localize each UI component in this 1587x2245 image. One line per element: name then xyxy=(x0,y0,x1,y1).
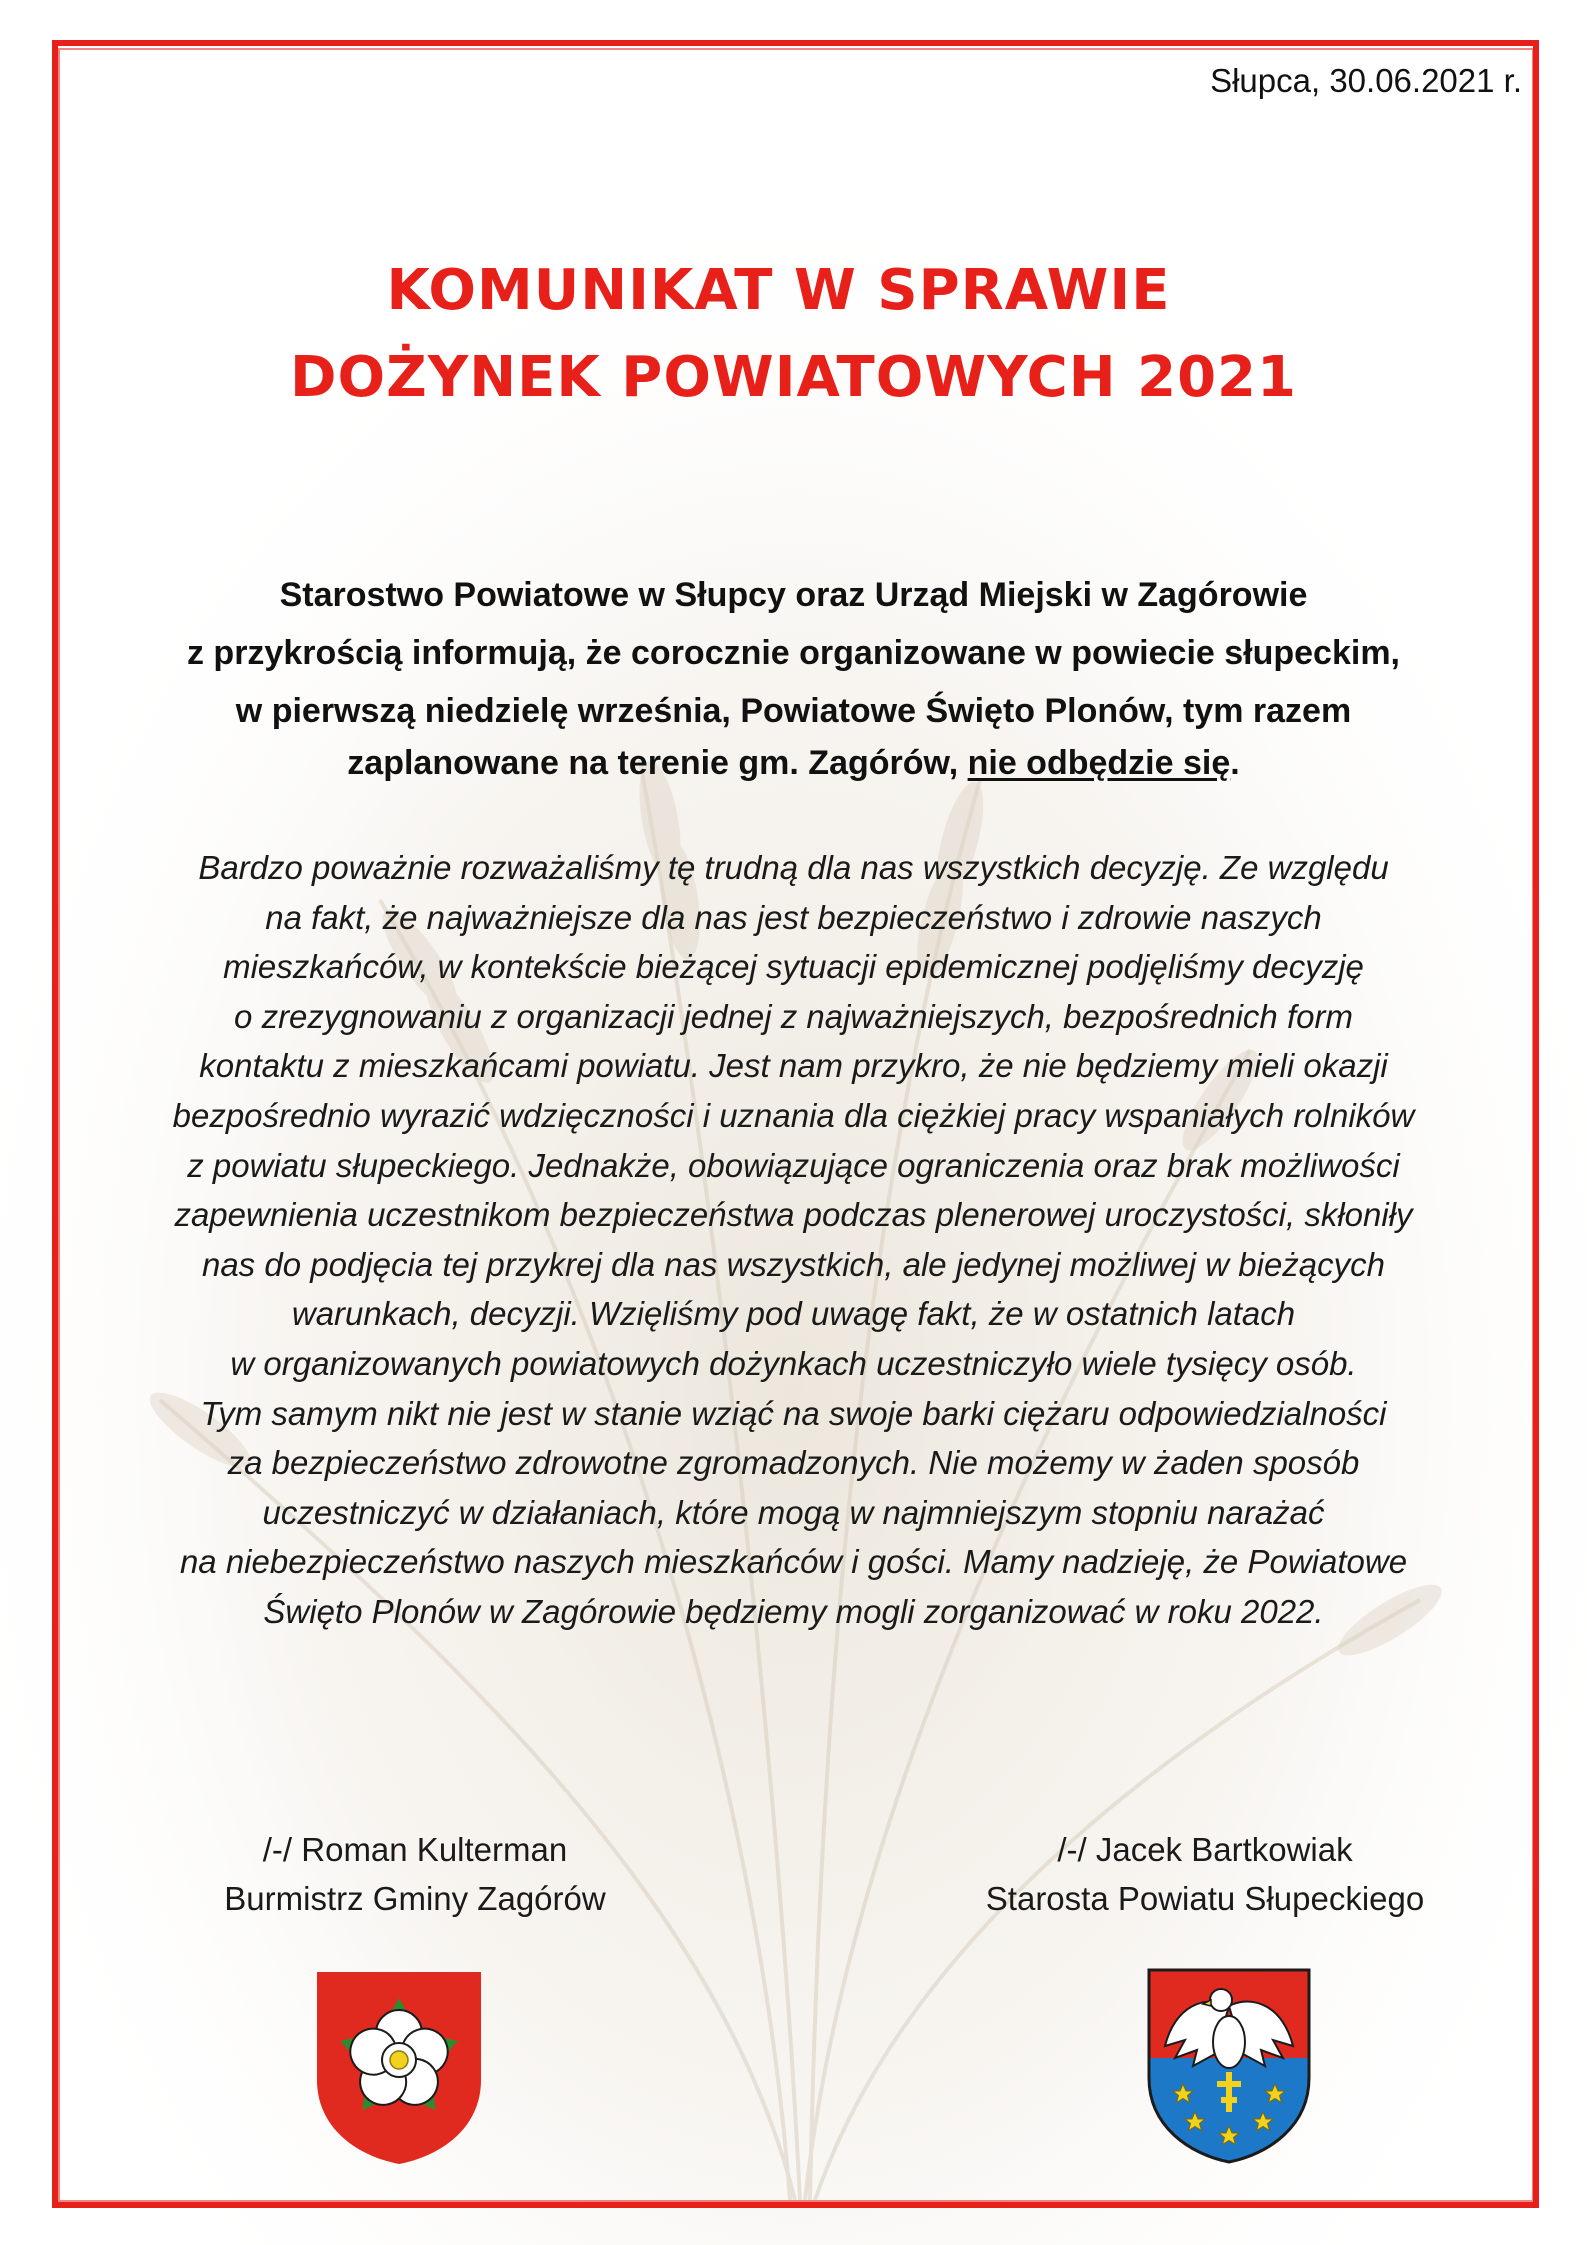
body-line: nas do podjęcia tej przykrej dla nas wszystkich, ale jedynej możliwej w bieżących xyxy=(201,1245,1386,1283)
lead-line-2: z przykrością informują, że corocznie organizowane w powiecie słupeckim, xyxy=(186,634,1400,672)
body-line: na niebezpieczeństwo naszych mieszkańców i gości. Mamy nadzieję, że Powiatowe xyxy=(179,1543,1408,1581)
body-line: w organizowanych powiatowych dożynkach uczestniczyło wiele tysięcy osób. xyxy=(230,1344,1357,1382)
title-line-1: KOMUNIKAT W SPRAWIE xyxy=(386,258,1171,323)
document-date: Słupca, 30.06.2021 r. xyxy=(1210,62,1522,99)
signature-left-name: /-/ Roman Kulterman xyxy=(262,1831,568,1868)
signature-right-role: Starosta Powiatu Słupeckiego xyxy=(985,1880,1425,1917)
signature-right-name: /-/ Jacek Bartkowiak xyxy=(1057,1831,1353,1868)
body-paragraph xyxy=(0,843,1587,1637)
signature-right xyxy=(940,1825,1470,1923)
lead-line-1: Starostwo Powiatowe w Słupcy oraz Urząd Miejski w Zagórowie xyxy=(279,576,1308,614)
body-line: uczestniczyć w działaniach, które mogą w najmniejszym stopniu narażać xyxy=(262,1493,1325,1531)
lead-line-3: w pierwszą niedzielę września, Powiatowe Święto Plonów, tym razem xyxy=(235,692,1352,730)
signature-left xyxy=(150,1825,680,1923)
body-line: warunkach, decyzji. Wzięliśmy pod uwagę fakt, że w ostatnich latach xyxy=(291,1295,1296,1333)
lead-line-4-suffix: . xyxy=(1230,744,1240,782)
lead-line-4-prefix: zaplanowane na terenie gm. Zagórów, xyxy=(347,744,968,782)
lead-line-4 xyxy=(0,740,1587,786)
zagorow-rose-crest-icon xyxy=(313,1968,485,2168)
title-line-2: DOŻYNEK POWIATOWYCH 2021 xyxy=(290,345,1297,410)
body-line: zapewnienia uczestnikom bezpieczeństwa podczas plenerowej uroczystości, skłoniły xyxy=(174,1196,1413,1234)
body-line: Święto Plonów w Zagórowie będziemy mogli zorganizować w roku 2022. xyxy=(263,1592,1324,1630)
body-line: bezpośrednio wyrazić wdzięczności i uznania dla ciężkiej pracy wspaniałych rolników xyxy=(172,1096,1415,1134)
lead-emphasis-cancelled: nie odbędzie się xyxy=(967,744,1231,782)
body-line: na fakt, że najważniejsze dla nas jest bezpieczeństwo i zdrowie naszych xyxy=(265,898,1322,936)
body-line: kontaktu z mieszkańcami powiatu. Jest nam przykro, że nie będziemy mieli okazji xyxy=(199,1047,1388,1085)
body-line: za bezpieczeństwo zdrowotne zgromadzonych. Nie możemy w żaden sposób xyxy=(227,1444,1360,1482)
body-line: Bardzo poważnie rozważaliśmy tę trudną dla nas wszystkich decyzję. Ze względu xyxy=(198,849,1389,886)
body-line: z powiatu słupeckiego. Jednakże, obowiązujące ograniczenia oraz brak możliwości xyxy=(187,1146,1400,1184)
slupca-eagle-crest-icon xyxy=(1145,1966,1313,2166)
body-line: o zrezygnowaniu z organizacji jednej z najważniejszych, bezpośrednich form xyxy=(234,997,1353,1035)
signature-left-role: Burmistrz Gminy Zagórów xyxy=(224,1880,606,1917)
body-line: Tym samym nikt nie jest w stanie wziąć na swoje barki ciężaru odpowiedzialności xyxy=(200,1394,1387,1432)
body-line: mieszkańców, w kontekście bieżącej sytuacji epidemicznej podjęliśmy decyzję xyxy=(223,948,1364,986)
